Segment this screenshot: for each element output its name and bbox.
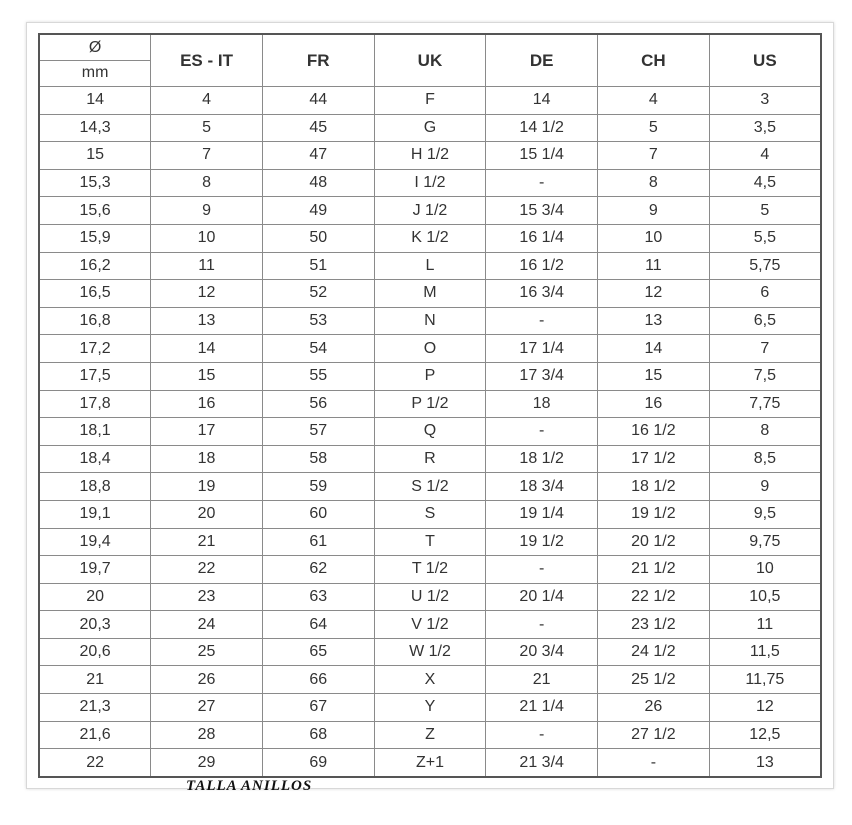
cell-fr: 44 <box>262 87 374 115</box>
cell-fr: 62 <box>262 556 374 584</box>
cell-ch: 10 <box>598 224 710 252</box>
cell-de: 20 3/4 <box>486 638 598 666</box>
cell-uk: Z <box>374 721 486 749</box>
cell-fr: 56 <box>262 390 374 418</box>
cell-de: - <box>486 721 598 749</box>
cell-es-it: 22 <box>151 556 263 584</box>
cell-us: 3 <box>709 87 821 115</box>
cell-de: - <box>486 556 598 584</box>
cell-de: 14 1/2 <box>486 114 598 142</box>
table-row <box>39 556 821 584</box>
cell-es-it: 13 <box>151 307 263 335</box>
cell-ch: 27 1/2 <box>598 721 710 749</box>
cell-ch: 19 1/2 <box>598 500 710 528</box>
cell-us: 4 <box>709 142 821 170</box>
cell-us: 7,75 <box>709 390 821 418</box>
table-row <box>39 583 821 611</box>
cell-diameter-mm: 14 <box>39 87 151 115</box>
cell-us: 8,5 <box>709 445 821 473</box>
table-row <box>39 307 821 335</box>
cell-es-it: 15 <box>151 362 263 390</box>
cell-us: 13 <box>709 749 821 777</box>
cell-us: 6,5 <box>709 307 821 335</box>
cell-es-it: 28 <box>151 721 263 749</box>
cell-diameter-mm: 15,6 <box>39 197 151 225</box>
cell-diameter-mm: 18,4 <box>39 445 151 473</box>
cell-es-it: 12 <box>151 280 263 308</box>
cell-de: - <box>486 169 598 197</box>
cell-uk: I 1/2 <box>374 169 486 197</box>
table-row <box>39 611 821 639</box>
cell-ch: 14 <box>598 335 710 363</box>
cell-uk: P 1/2 <box>374 390 486 418</box>
cell-diameter-mm: 21,6 <box>39 721 151 749</box>
cell-fr: 63 <box>262 583 374 611</box>
cell-fr: 53 <box>262 307 374 335</box>
cell-es-it: 26 <box>151 666 263 694</box>
table-row <box>39 197 821 225</box>
cell-de: - <box>486 611 598 639</box>
cell-ch: 12 <box>598 280 710 308</box>
header-row <box>39 34 821 87</box>
cell-ch: 7 <box>598 142 710 170</box>
cell-fr: 57 <box>262 418 374 446</box>
cell-de: 17 3/4 <box>486 362 598 390</box>
table-row <box>39 638 821 666</box>
cell-es-it: 20 <box>151 500 263 528</box>
cell-diameter-mm: 21,3 <box>39 694 151 722</box>
cell-diameter-mm: 15 <box>39 142 151 170</box>
cell-fr: 58 <box>262 445 374 473</box>
table-row <box>39 666 821 694</box>
cell-de: 20 1/4 <box>486 583 598 611</box>
table-body <box>39 87 821 777</box>
cell-diameter-mm: 15,3 <box>39 169 151 197</box>
cell-fr: 54 <box>262 335 374 363</box>
cell-uk: S 1/2 <box>374 473 486 501</box>
cell-uk: Q <box>374 418 486 446</box>
cell-diameter-mm: 17,8 <box>39 390 151 418</box>
cell-es-it: 9 <box>151 197 263 225</box>
cell-us: 9,5 <box>709 500 821 528</box>
cell-uk: L <box>374 252 486 280</box>
table-row <box>39 445 821 473</box>
cell-ch: 4 <box>598 87 710 115</box>
cell-diameter-mm: 17,2 <box>39 335 151 363</box>
header-us: US <box>709 34 821 87</box>
cell-us: 5,75 <box>709 252 821 280</box>
cell-ch: - <box>598 749 710 777</box>
header-de: DE <box>486 34 598 87</box>
cell-es-it: 5 <box>151 114 263 142</box>
header-ch: CH <box>598 34 710 87</box>
cell-us: 5 <box>709 197 821 225</box>
table-row <box>39 528 821 556</box>
cell-de: 16 1/2 <box>486 252 598 280</box>
cell-us: 9,75 <box>709 528 821 556</box>
cell-us: 11,5 <box>709 638 821 666</box>
cell-fr: 65 <box>262 638 374 666</box>
cell-fr: 49 <box>262 197 374 225</box>
table-row <box>39 252 821 280</box>
cell-uk: F <box>374 87 486 115</box>
cell-uk: N <box>374 307 486 335</box>
cell-ch: 16 <box>598 390 710 418</box>
cell-es-it: 16 <box>151 390 263 418</box>
cell-es-it: 29 <box>151 749 263 777</box>
cell-de: 17 1/4 <box>486 335 598 363</box>
cell-fr: 69 <box>262 749 374 777</box>
cell-diameter-mm: 14,3 <box>39 114 151 142</box>
cell-diameter-mm: 18,8 <box>39 473 151 501</box>
cell-uk: K 1/2 <box>374 224 486 252</box>
table-row <box>39 721 821 749</box>
table-row <box>39 280 821 308</box>
cell-es-it: 17 <box>151 418 263 446</box>
cell-es-it: 4 <box>151 87 263 115</box>
cell-us: 10 <box>709 556 821 584</box>
table-row <box>39 335 821 363</box>
cell-ch: 24 1/2 <box>598 638 710 666</box>
table-row <box>39 114 821 142</box>
cell-diameter-mm: 16,2 <box>39 252 151 280</box>
cell-de: 14 <box>486 87 598 115</box>
cell-diameter-mm: 21 <box>39 666 151 694</box>
cell-us: 7,5 <box>709 362 821 390</box>
cell-uk: R <box>374 445 486 473</box>
cell-uk: W 1/2 <box>374 638 486 666</box>
table-row <box>39 142 821 170</box>
cell-es-it: 14 <box>151 335 263 363</box>
header-diameter <box>39 34 151 87</box>
cell-fr: 60 <box>262 500 374 528</box>
cell-uk: X <box>374 666 486 694</box>
cell-ch: 21 1/2 <box>598 556 710 584</box>
cell-us: 9 <box>709 473 821 501</box>
cell-es-it: 25 <box>151 638 263 666</box>
cell-es-it: 7 <box>151 142 263 170</box>
cell-ch: 20 1/2 <box>598 528 710 556</box>
cell-diameter-mm: 19,1 <box>39 500 151 528</box>
cell-es-it: 23 <box>151 583 263 611</box>
cell-ch: 18 1/2 <box>598 473 710 501</box>
cell-de: 18 1/2 <box>486 445 598 473</box>
cell-uk: G <box>374 114 486 142</box>
cell-fr: 52 <box>262 280 374 308</box>
cell-diameter-mm: 16,5 <box>39 280 151 308</box>
cell-fr: 55 <box>262 362 374 390</box>
cell-uk: Z+1 <box>374 749 486 777</box>
cell-de: 15 3/4 <box>486 197 598 225</box>
cell-fr: 50 <box>262 224 374 252</box>
table-row <box>39 418 821 446</box>
cell-es-it: 19 <box>151 473 263 501</box>
cell-diameter-mm: 19,4 <box>39 528 151 556</box>
cell-ch: 5 <box>598 114 710 142</box>
cell-ch: 15 <box>598 362 710 390</box>
cell-ch: 16 1/2 <box>598 418 710 446</box>
cell-de: 18 <box>486 390 598 418</box>
cell-de: 15 1/4 <box>486 142 598 170</box>
cell-de: 19 1/4 <box>486 500 598 528</box>
cell-diameter-mm: 20,3 <box>39 611 151 639</box>
cell-de: 16 1/4 <box>486 224 598 252</box>
cell-us: 4,5 <box>709 169 821 197</box>
cell-diameter-mm: 17,5 <box>39 362 151 390</box>
cell-ch: 9 <box>598 197 710 225</box>
cell-uk: P <box>374 362 486 390</box>
cell-diameter-mm: 19,7 <box>39 556 151 584</box>
cell-ch: 13 <box>598 307 710 335</box>
cell-ch: 17 1/2 <box>598 445 710 473</box>
cell-fr: 61 <box>262 528 374 556</box>
cell-es-it: 27 <box>151 694 263 722</box>
cell-diameter-mm: 20,6 <box>39 638 151 666</box>
cell-fr: 45 <box>262 114 374 142</box>
cell-us: 11 <box>709 611 821 639</box>
table-row <box>39 694 821 722</box>
cell-fr: 64 <box>262 611 374 639</box>
cell-ch: 8 <box>598 169 710 197</box>
cell-us: 6 <box>709 280 821 308</box>
cell-us: 7 <box>709 335 821 363</box>
cell-de: - <box>486 418 598 446</box>
cell-fr: 47 <box>262 142 374 170</box>
table-row <box>39 749 821 777</box>
header-uk: UK <box>374 34 486 87</box>
table-row <box>39 169 821 197</box>
cell-de: - <box>486 307 598 335</box>
cell-ch: 11 <box>598 252 710 280</box>
cell-uk: Y <box>374 694 486 722</box>
cell-diameter-mm: 15,9 <box>39 224 151 252</box>
cell-us: 11,75 <box>709 666 821 694</box>
cell-fr: 59 <box>262 473 374 501</box>
diameter-unit: mm <box>81 64 109 81</box>
cell-ch: 23 1/2 <box>598 611 710 639</box>
table-row <box>39 224 821 252</box>
cell-uk: T 1/2 <box>374 556 486 584</box>
cell-de: 21 <box>486 666 598 694</box>
header-es-it: ES - IT <box>151 34 263 87</box>
cell-es-it: 10 <box>151 224 263 252</box>
cell-us: 5,5 <box>709 224 821 252</box>
caption: TALLA ANILLOS <box>186 778 313 794</box>
table-row <box>39 500 821 528</box>
table-row <box>39 87 821 115</box>
cell-es-it: 24 <box>151 611 263 639</box>
table-row <box>39 390 821 418</box>
cell-es-it: 11 <box>151 252 263 280</box>
cell-us: 12 <box>709 694 821 722</box>
cell-fr: 51 <box>262 252 374 280</box>
cell-uk: H 1/2 <box>374 142 486 170</box>
cell-de: 21 3/4 <box>486 749 598 777</box>
cell-diameter-mm: 16,8 <box>39 307 151 335</box>
cell-es-it: 21 <box>151 528 263 556</box>
cell-uk: V 1/2 <box>374 611 486 639</box>
cell-diameter-mm: 22 <box>39 749 151 777</box>
ring-size-table <box>38 33 822 778</box>
cell-uk: T <box>374 528 486 556</box>
cell-de: 21 1/4 <box>486 694 598 722</box>
cell-es-it: 8 <box>151 169 263 197</box>
table-row <box>39 473 821 501</box>
cell-es-it: 18 <box>151 445 263 473</box>
table-row <box>39 362 821 390</box>
cell-ch: 25 1/2 <box>598 666 710 694</box>
cell-ch: 26 <box>598 694 710 722</box>
cell-diameter-mm: 18,1 <box>39 418 151 446</box>
cell-de: 19 1/2 <box>486 528 598 556</box>
cell-us: 10,5 <box>709 583 821 611</box>
cell-de: 18 3/4 <box>486 473 598 501</box>
cell-uk: U 1/2 <box>374 583 486 611</box>
diameter-symbol: Ø <box>40 36 150 61</box>
cell-uk: M <box>374 280 486 308</box>
cell-us: 8 <box>709 418 821 446</box>
cell-uk: S <box>374 500 486 528</box>
cell-fr: 48 <box>262 169 374 197</box>
cell-de: 16 3/4 <box>486 280 598 308</box>
cell-uk: J 1/2 <box>374 197 486 225</box>
cell-ch: 22 1/2 <box>598 583 710 611</box>
header-fr: FR <box>262 34 374 87</box>
cell-diameter-mm: 20 <box>39 583 151 611</box>
cell-fr: 67 <box>262 694 374 722</box>
cell-us: 3,5 <box>709 114 821 142</box>
cell-fr: 66 <box>262 666 374 694</box>
cell-us: 12,5 <box>709 721 821 749</box>
cell-fr: 68 <box>262 721 374 749</box>
cell-uk: O <box>374 335 486 363</box>
